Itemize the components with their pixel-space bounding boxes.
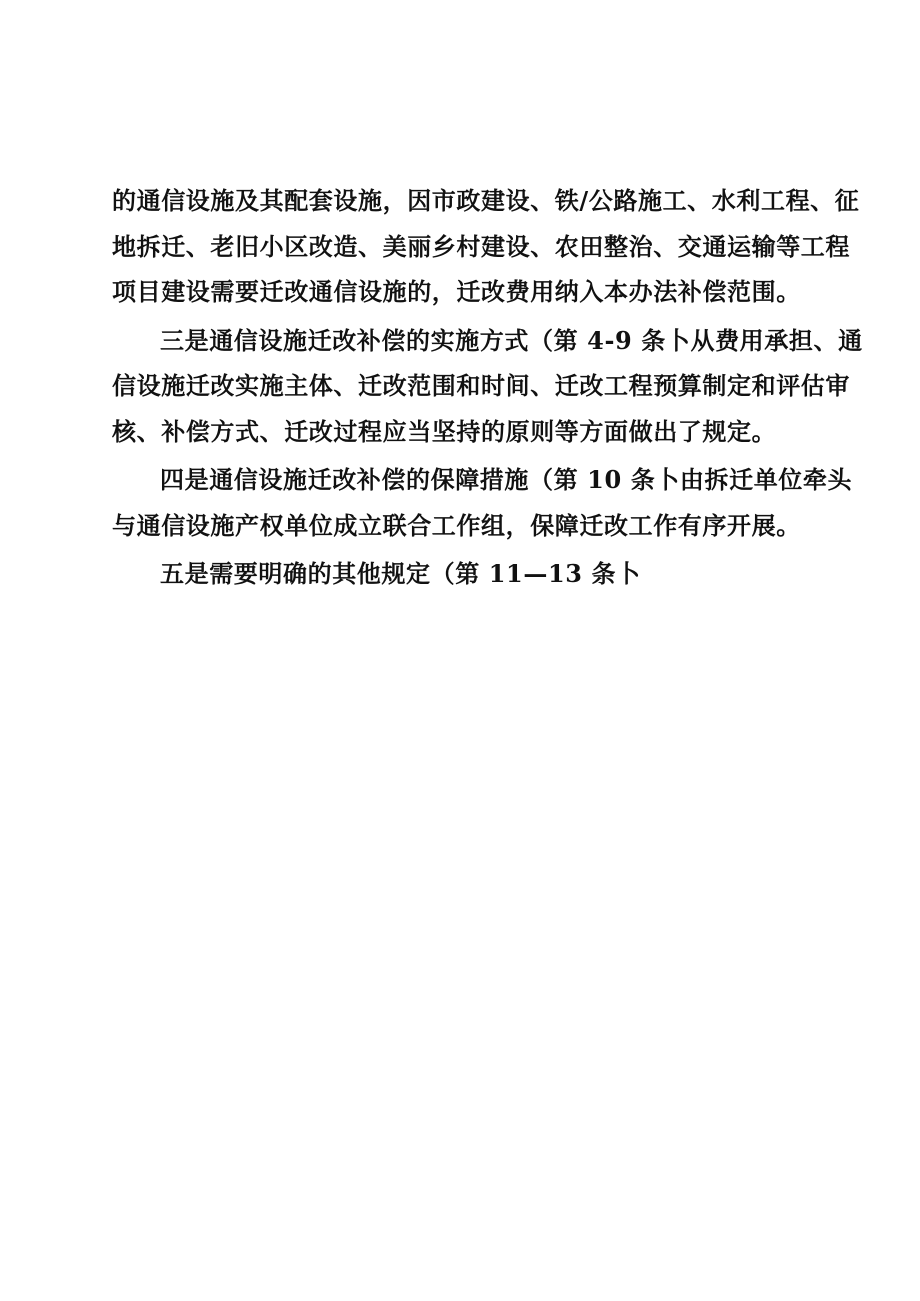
paragraph-safeguards xyxy=(112,457,853,548)
document-body xyxy=(112,178,863,597)
text-line: 核、补偿方式、迁改过程应当坚持的原则等方面做出了规定。 xyxy=(112,416,777,446)
text-line: 的通信设施及其配套设施，因市政建设、铁/公路施工、水利工程、征 xyxy=(112,186,860,215)
text-line: 项目建设需要迁改通信设施的，迁改费用纳入本办法补偿范围。 xyxy=(112,277,801,306)
text-line: 四是通信设施迁改补偿的保障措施（第 10 条卜由拆迁单位牵头 xyxy=(160,465,853,494)
text-line: 信设施迁改实施主体、迁改范围和时间、迁改工程预算制定和评估审 xyxy=(112,371,850,400)
paragraph-other xyxy=(112,551,812,597)
paragraph-scope xyxy=(112,178,860,315)
text-line: 三是通信设施迁改补偿的实施方式（第 4-9 条卜从费用承担、通 xyxy=(160,325,863,355)
text-line: 五是需要明确的其他规定（第 11—13 条卜 xyxy=(160,559,641,588)
text-line: 地拆迁、老旧小区改造、美丽乡村建设、农田整治、交通运输等工程 xyxy=(112,231,850,261)
text-line: 与通信设施产权单位成立联合工作组，保障迁改工作有序开展。 xyxy=(112,510,801,540)
paragraph-implementation xyxy=(112,318,863,455)
